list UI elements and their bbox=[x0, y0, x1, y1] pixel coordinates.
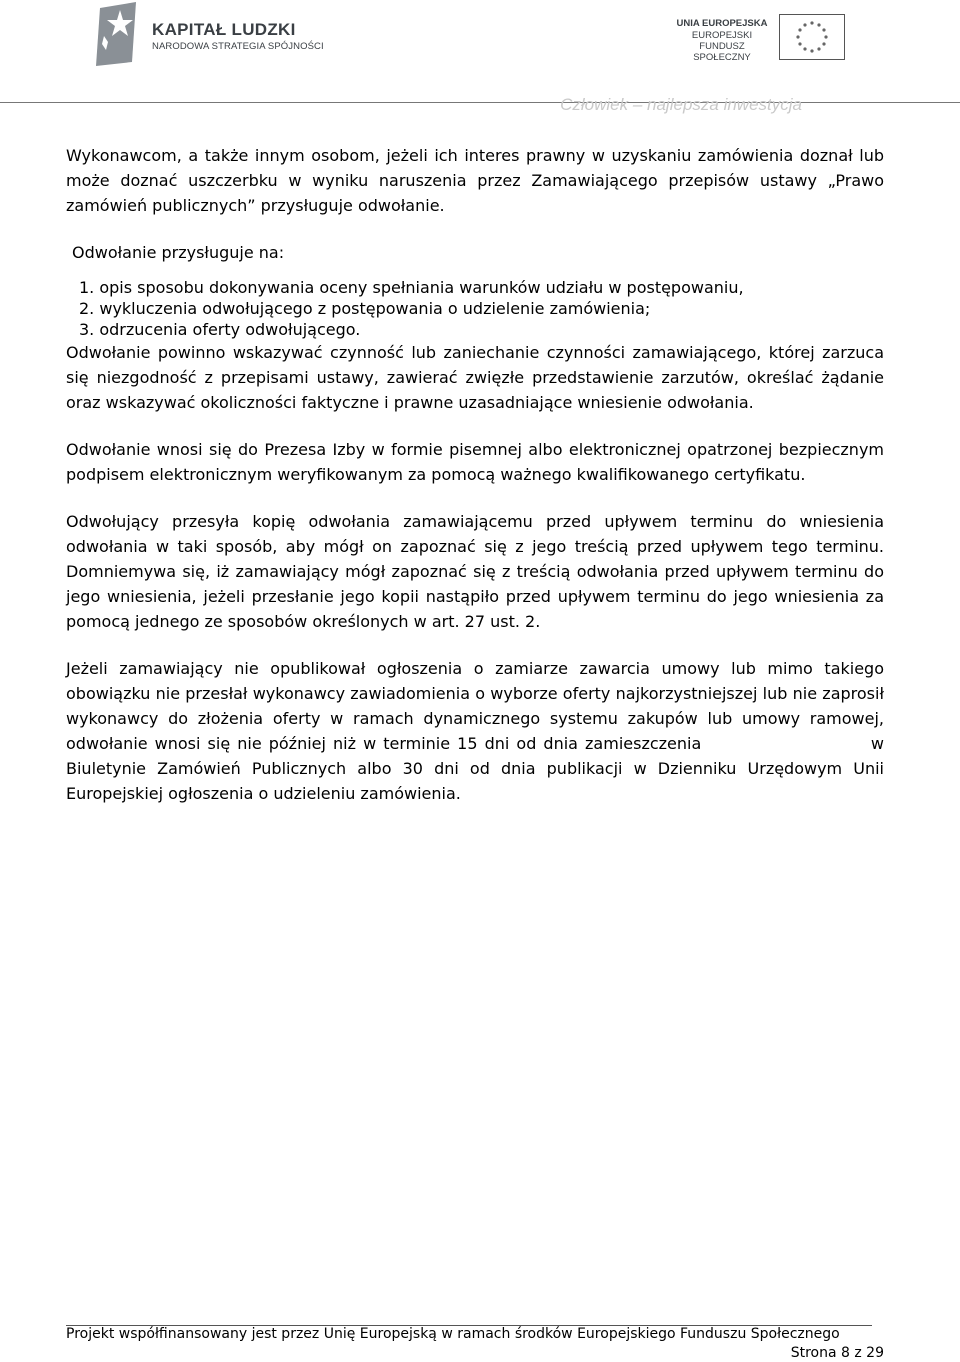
kapital-ludzki-subtitle: NARODOWA STRATEGIA SPÓJNOŚCI bbox=[152, 41, 324, 52]
eu-flag-icon bbox=[779, 14, 845, 60]
list-item: 3. odrzucenia oferty odwołującego. bbox=[79, 320, 361, 339]
kapital-ludzki-title: KAPITAŁ LUDZKI bbox=[152, 20, 296, 39]
page-number: Strona 8 z 29 bbox=[790, 1345, 884, 1361]
list-item: 1. opis sposobu dokonywania oceny spełniania warunków udziału w postępowaniu, bbox=[79, 278, 744, 297]
ue-line-3: FUNDUSZ SPOŁECZNY bbox=[693, 41, 751, 63]
ue-line-1: UNIA EUROPEJSKA bbox=[676, 18, 768, 29]
paragraph-1: Wykonawcom, a także innym osobom, jeżeli ich interes prawny w uzyskaniu zamówienia doznał lub może doznać uszczerbku w wyniku naruszenia przez Zamawiającego przepisów ustawy „Prawo zamówień publicznych” przysługuje odwołanie. bbox=[66, 146, 884, 215]
appeal-grounds-list bbox=[66, 277, 884, 340]
document-body bbox=[66, 143, 890, 806]
footer-text: Projekt współfinansowany jest przez Unię Europejską w ramach środków Europejskiego Funduszu Społecznego bbox=[66, 1326, 840, 1342]
paragraph-5: Jeżeli zamawiający nie opublikował ogłoszenia o zamiarze zawarcia umowy lub mimo takiego obowiązku nie przesłał wykonawcy zawiadomienia o wyborze oferty najkorzystniejszej lub nie zaprosił wykonawcy do złożenia oferty w ramach dynamicznego systemu zakupów lub umowy ramowej, odwołanie wnosi się nie później niż w terminie 15 dni od dnia zamieszczenia w Biuletynie Zamówień Publicznych albo 30 dni od dnia publikacji w Dzienniku Urzędowym Unii Europejskiej ogłoszenia o udzieleniu zamówienia. bbox=[66, 659, 890, 803]
page-header bbox=[0, 0, 960, 120]
header-divider bbox=[0, 102, 960, 103]
list-intro: Odwołanie przysługuje na: bbox=[72, 243, 285, 262]
paragraph-2: Odwołanie powinno wskazywać czynność lub zaniechanie czynności zamawiającego, której zarzuca się niezgodność z przepisami ustawy, zawierać zwięzłe przedstawienie zarzutów, określać żądanie oraz wskazywać okoliczności faktyczne i prawne uzasadniające wniesienie odwołania. bbox=[66, 343, 884, 412]
slogan: Człowiek – najlepsza inwestycja bbox=[560, 95, 802, 114]
paragraph-3: Odwołanie wnosi się do Prezesa Izby w formie pisemnej albo elektronicznej opatrzonej bezpiecznym podpisem elektronicznym weryfikowanym za pomocą ważnego kwalifikowanego certyfikatu. bbox=[66, 440, 884, 484]
paragraph-4: Odwołujący przesyła kopię odwołania zamawiającemu przed upływem terminu do wniesienia odwołania w taki sposób, aby mógł on zapoznać się z jego treścią przed upływem tego terminu. Domniemywa się, iż zamawiający mógł zapoznać się z treścią odwołania przed upływem terminu do jego wniesienia, jeżeli przesłanie jego kopii nastąpiło przed upływem terminu do jego wniesienia za pomocą jednego ze sposobów określonych w art. 27 ust. 2. bbox=[66, 512, 884, 631]
ue-line-2: EUROPEJSKI bbox=[691, 30, 753, 41]
list-item: 2. wykluczenia odwołującego z postępowania o udzielenie zamówienia; bbox=[79, 299, 651, 318]
